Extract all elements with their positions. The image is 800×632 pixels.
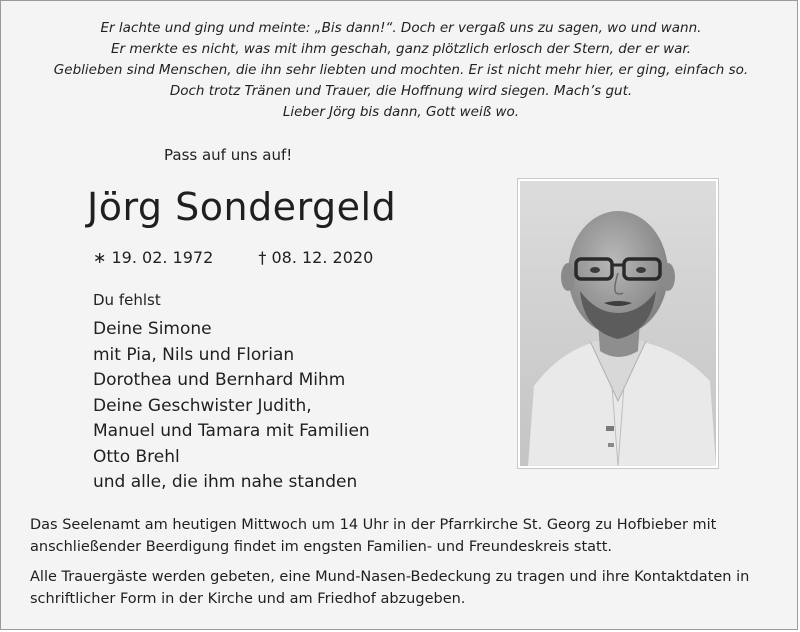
poem-line-5: Lieber Jörg bis dann, Gott weiß wo.	[282, 104, 520, 120]
portrait-illustration	[520, 181, 716, 466]
poem-line-1: Er lachte und ging und meinte: „Bis dann!“. Doch er vergaß uns zu sagen, wo und wann.	[100, 20, 702, 36]
poem-line-2: Er merkte es nicht, was mit ihm geschah, ganz plötzlich erlosch der Stern, der er war.	[110, 41, 692, 57]
notice-paragraph-2: Alle Trauergäste werden gebeten, eine Mund-Nasen-Bedeckung zu tragen und ihre Kontaktdaten in schriftlicher Form in der Kirche und am Friedhof abzugeben.	[30, 569, 750, 607]
mourners-intro: Du fehlst	[93, 291, 161, 309]
mourner-line: und alle, die ihm nahe standen	[93, 472, 358, 492]
funeral-notice	[30, 514, 775, 618]
motto: Pass auf uns auf!	[164, 146, 293, 164]
death-date: † 08. 12. 2020	[258, 248, 374, 267]
portrait-photo	[518, 179, 718, 468]
mourner-line: mit Pia, Nils und Florian	[93, 344, 295, 365]
notice-paragraph-1: Das Seelenamt am heutigen Mittwoch um 14 Uhr in der Pfarrkirche St. Georg zu Hofbieber mit anschließender Beerdigung findet im engsten Familien- und Freundeskreis statt.	[30, 517, 717, 555]
mourner-line: Dorothea und Bernhard Mihm	[93, 370, 346, 390]
mourners-list	[93, 317, 370, 496]
birth-date: ∗ 19. 02. 1972	[93, 248, 214, 267]
life-dates	[93, 248, 373, 267]
mourner-line: Deine Simone	[93, 319, 212, 339]
mourner-line: Otto Brehl	[93, 446, 180, 467]
poem	[21, 18, 781, 123]
deceased-name: Jörg Sondergeld	[87, 185, 397, 229]
poem-line-4: Doch trotz Tränen und Trauer, die Hoffnung wird siegen. Mach’s gut.	[169, 83, 633, 99]
poem-line-3: Geblieben sind Menschen, die ihn sehr liebten und mochten. Er ist nicht mehr hier, er ging, einfach so.	[53, 62, 749, 78]
mourner-line: Deine Geschwister Judith,	[93, 395, 312, 416]
mourner-line: Manuel und Tamara mit Familien	[93, 421, 370, 441]
